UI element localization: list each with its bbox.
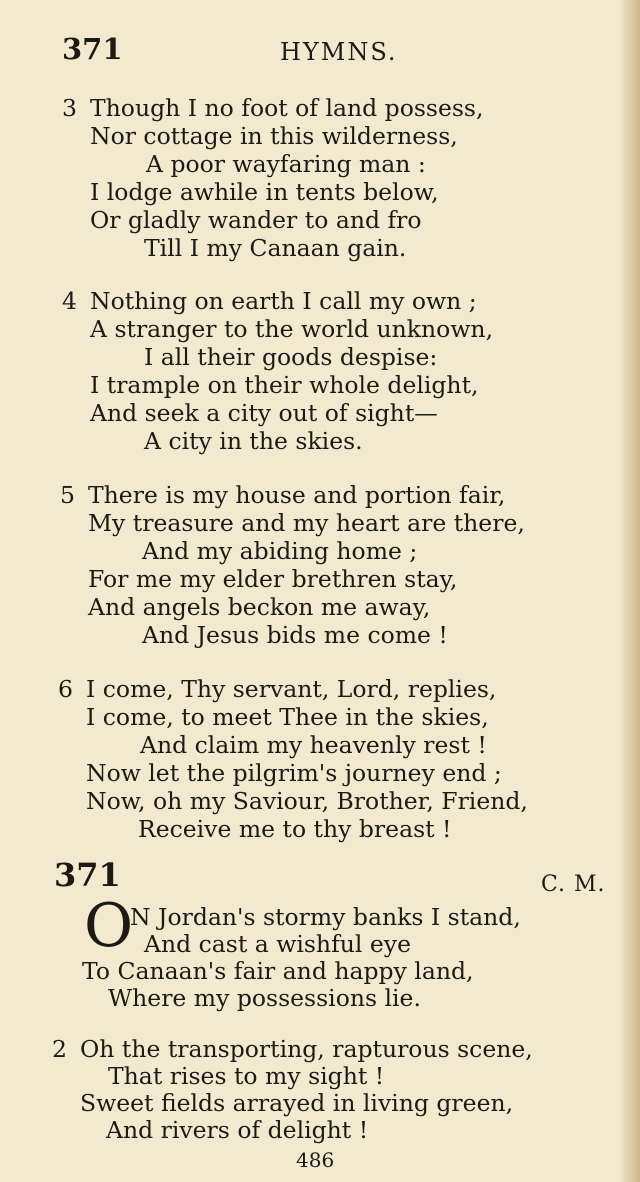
verse-line: And angels beckon me away, <box>88 593 431 621</box>
verse-line: Now, oh my Saviour, Brother, Friend, <box>86 787 528 815</box>
verse-line: Receive me to thy breast ! <box>138 815 452 843</box>
hymn-number: 371 <box>54 856 121 894</box>
verse-line: And my abiding home ; <box>142 537 418 565</box>
verse-line: I trample on their whole delight, <box>90 371 479 399</box>
verse-line: My treasure and my heart are there, <box>88 509 525 537</box>
verse-number: 2 <box>52 1035 67 1063</box>
verse-line: Sweet fields arrayed in living green, <box>80 1089 514 1117</box>
verse-line: I lodge awhile in tents below, <box>90 178 439 206</box>
verse-line: A poor wayfaring man : <box>146 150 426 178</box>
header-title: HYMNS. <box>280 38 398 66</box>
verse-number: 4 <box>62 287 77 315</box>
verse-line: I come, Thy servant, Lord, replies, <box>86 675 497 703</box>
verse-number: 6 <box>58 675 73 703</box>
verse-line: And cast a wishful eye <box>144 930 411 958</box>
hymn-meter: C. M. <box>541 872 606 897</box>
verse-number: 3 <box>62 94 77 122</box>
header-page-number: 371 <box>62 32 123 66</box>
verse-number: 5 <box>60 481 75 509</box>
verse-line: Where my possessions lie. <box>108 984 421 1012</box>
verse-line: And seek a city out of sight— <box>90 399 438 427</box>
verse-line: Now let the pilgrim's journey end ; <box>86 759 502 787</box>
footer-page-number: 486 <box>296 1148 335 1172</box>
verse-line: Or gladly wander to and fro <box>90 206 422 234</box>
verse-line: And claim my heavenly rest ! <box>140 731 487 759</box>
verse-line: For me my elder brethren stay, <box>88 565 458 593</box>
verse-line: A city in the skies. <box>144 427 363 455</box>
verse-line: Nor cottage in this wilderness, <box>90 122 458 150</box>
verse-line: I come, to meet Thee in the skies, <box>86 703 489 731</box>
verse-line: There is my house and portion fair, <box>88 481 506 509</box>
verse-line: A stranger to the world unknown, <box>90 315 494 343</box>
verse-line: And rivers of delight ! <box>106 1116 369 1144</box>
verse-line: I all their goods despise: <box>144 343 438 371</box>
page-edge <box>618 0 640 1182</box>
verse-line: That rises to my sight ! <box>108 1062 385 1090</box>
verse-line: And Jesus bids me come ! <box>142 621 448 649</box>
verse-line: Oh the transporting, rapturous scene, <box>80 1035 533 1063</box>
running-header <box>0 32 640 72</box>
verse-line: N Jordan's stormy banks I stand, <box>130 903 521 931</box>
drop-cap: O <box>84 891 134 961</box>
verse-line: Nothing on earth I call my own ; <box>90 287 477 315</box>
verse-line: Though I no foot of land possess, <box>90 94 484 122</box>
verse-line: Till I my Canaan gain. <box>144 234 407 262</box>
verse-line: To Canaan's fair and happy land, <box>82 957 474 985</box>
